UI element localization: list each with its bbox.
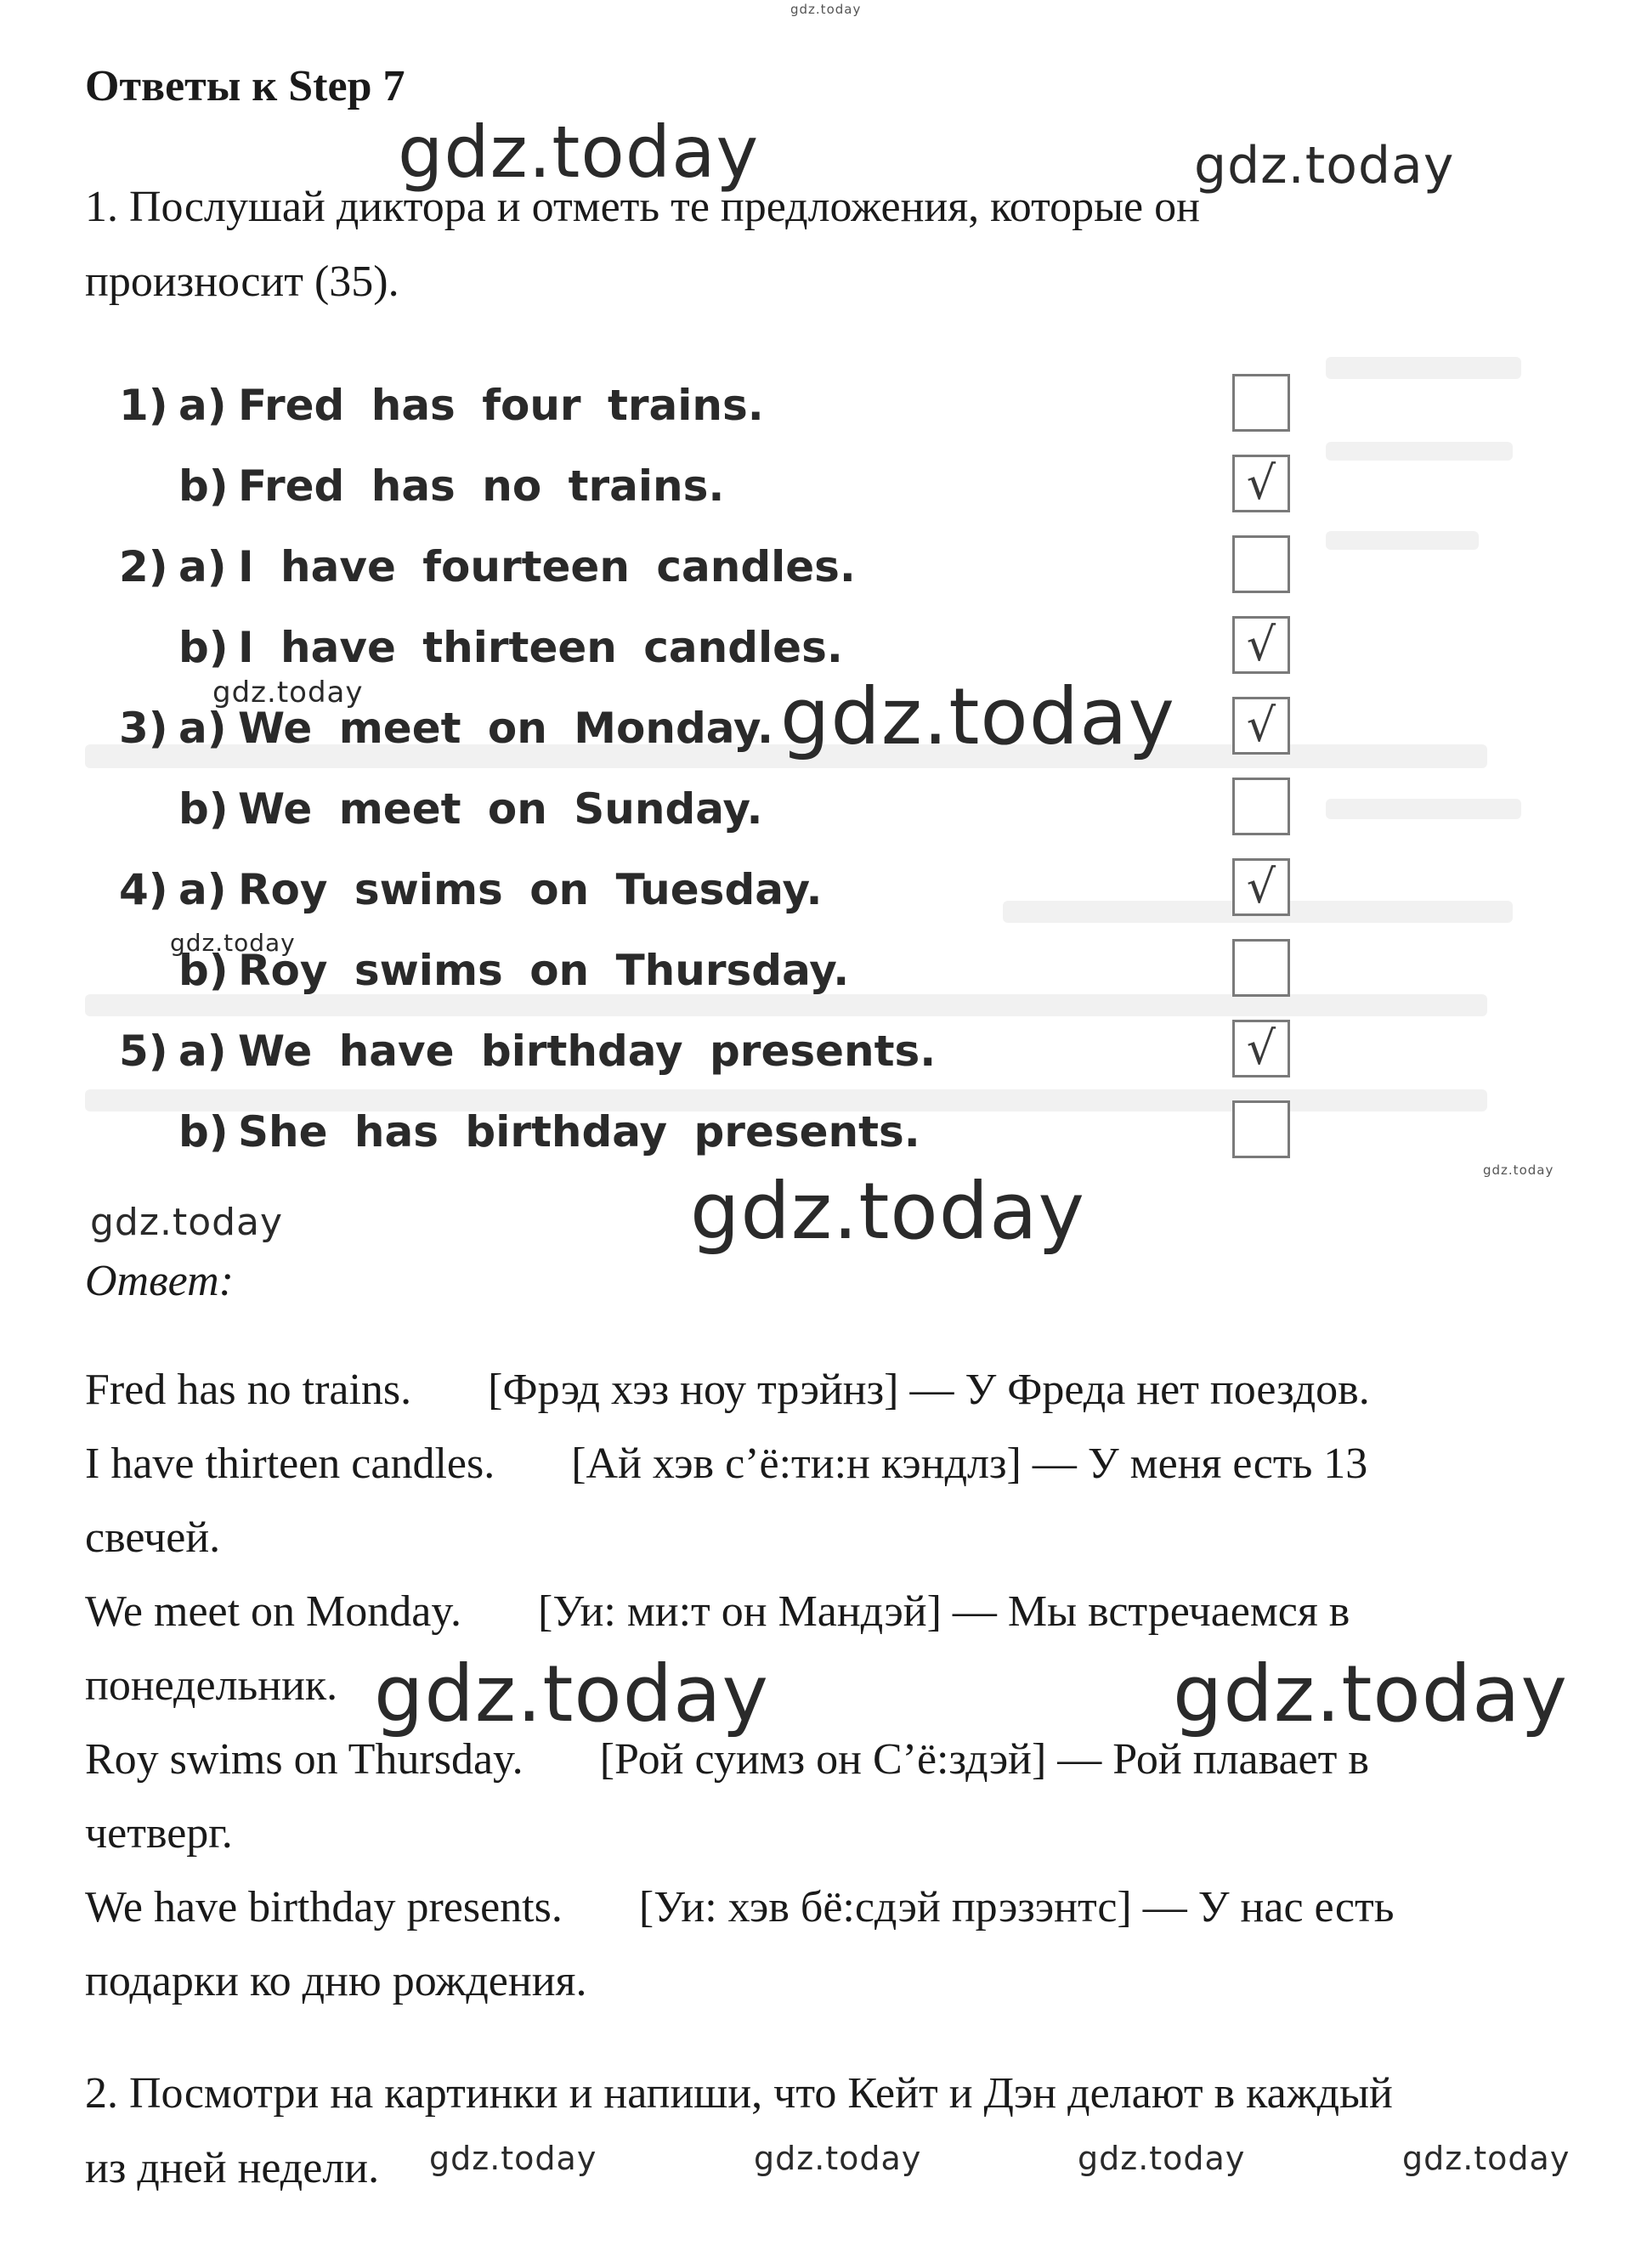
checkbox[interactable] — [1232, 1100, 1290, 1158]
exercise-item — [119, 784, 762, 834]
exercise-item — [119, 704, 773, 753]
checkbox[interactable] — [1232, 535, 1290, 593]
item-letter: b) — [178, 946, 229, 995]
watermark: gdz.today — [1078, 2140, 1246, 2177]
watermark: gdz.today — [90, 1201, 284, 1244]
item-letter: a) — [178, 1027, 227, 1076]
item-number: 5) — [119, 1027, 168, 1076]
watermark: gdz.today — [212, 676, 364, 710]
item-number: 2) — [119, 542, 168, 591]
answer-line — [85, 1427, 1598, 1501]
checkbox-checked[interactable]: √ — [1232, 1020, 1290, 1077]
exercise-item — [119, 542, 856, 591]
bleed-through — [1326, 442, 1513, 461]
page-title: Ответы к Step 7 — [85, 62, 405, 110]
exercise-item — [119, 1107, 920, 1157]
watermark: gdz.today — [170, 929, 296, 957]
task2-line2: из дней недели. — [85, 2144, 380, 2192]
watermark-top: gdz.today — [790, 2, 862, 17]
answer-label: Ответ: — [85, 1257, 234, 1305]
answer-line — [85, 1575, 1598, 1649]
item-text: We have birthday presents. — [238, 1027, 937, 1076]
task2-line1: 2. Посмотри на картинки и напиши, что Кейт и Дэн делают в каждый — [85, 2069, 1393, 2118]
item-letter: a) — [178, 865, 227, 914]
answer-english: We have birthday presents. — [85, 1883, 563, 1931]
watermark: gdz.today — [1173, 1649, 1568, 1739]
watermark: gdz.today — [1194, 136, 1455, 195]
exercise-item — [119, 865, 822, 914]
item-letter: b) — [178, 623, 229, 672]
answer-item — [85, 1353, 1598, 1427]
item-text: Roy swims on Thursday. — [238, 946, 850, 995]
answer-continuation: подарки ко дню рождения. — [85, 1957, 587, 2005]
exercise-item — [119, 1027, 936, 1076]
exercise-block — [119, 357, 1445, 1190]
item-number: 1) — [119, 381, 168, 430]
checkbox-checked[interactable]: √ — [1232, 455, 1290, 512]
answer-continuation: свечей. — [85, 1513, 221, 1562]
item-text: Fred has four trains. — [238, 381, 764, 430]
item-letter: b) — [178, 461, 229, 511]
answer-translation: [Ай хэв с’ё:ти:н кэндлз] — У меня есть 13 — [571, 1439, 1368, 1488]
item-letter: a) — [178, 381, 227, 430]
item-text: We meet on Monday. — [238, 704, 773, 753]
checkbox-checked[interactable]: √ — [1232, 616, 1290, 674]
checkbox-checked[interactable]: √ — [1232, 697, 1290, 755]
exercise-item — [119, 623, 843, 672]
checkbox[interactable] — [1232, 939, 1290, 997]
answer-translation: [Рой суимз он С’ё:здэй] — Рой плавает в — [599, 1735, 1369, 1784]
answer-item — [85, 1427, 1598, 1575]
answer-item — [85, 1722, 1598, 1870]
answer-english: Fred has no trains. — [85, 1366, 412, 1414]
watermark: gdz.today — [374, 1649, 769, 1739]
item-text: We meet on Sunday. — [238, 784, 763, 834]
bleed-through — [1326, 531, 1479, 550]
item-text: I have fourteen candles. — [238, 542, 856, 591]
watermark: gdz.today — [690, 1166, 1085, 1257]
watermark: gdz.today — [398, 110, 760, 194]
answer-english: Roy swims on Thursday. — [85, 1735, 524, 1784]
bleed-through — [1326, 799, 1521, 819]
bleed-through — [85, 994, 1487, 1016]
checkbox-checked[interactable]: √ — [1232, 858, 1290, 916]
answer-line — [85, 1353, 1598, 1427]
item-letter: a) — [178, 704, 227, 753]
item-number: 3) — [119, 704, 168, 753]
task1-line2: произносит (35). — [85, 257, 399, 306]
exercise-item — [119, 461, 724, 511]
answer-translation: [Фрэд хэз ноу трэйнз] — У Фреда нет поездов. — [488, 1366, 1370, 1414]
item-text: Roy swims on Tuesday. — [238, 865, 823, 914]
answer-translation: [Уи: ми:т он Мандэй] — Мы встречаемся в — [538, 1587, 1350, 1636]
checkbox[interactable] — [1232, 374, 1290, 432]
watermark: gdz.today — [1402, 2140, 1571, 2177]
task1-instruction — [85, 170, 1598, 320]
watermark: gdz.today — [1483, 1162, 1554, 1178]
item-text: She has birthday presents. — [238, 1107, 920, 1157]
item-text: Fred has no trains. — [238, 461, 725, 511]
answer-english: We meet on Monday. — [85, 1587, 461, 1636]
answer-line — [85, 1870, 1598, 1944]
item-number: 4) — [119, 865, 168, 914]
answer-translation: [Уи: хэв бё:сдэй прэзэнтс] — У нас есть — [638, 1883, 1395, 1931]
watermark: gdz.today — [780, 671, 1175, 762]
answer-english: I have thirteen candles. — [85, 1439, 495, 1488]
watermark: gdz.today — [754, 2140, 922, 2177]
answer-continuation: понедельник. — [85, 1661, 338, 1710]
bleed-through — [1326, 357, 1521, 379]
watermark: gdz.today — [429, 2140, 597, 2177]
item-letter: b) — [178, 1107, 229, 1157]
answer-item — [85, 1870, 1598, 2018]
task2-instruction — [85, 2056, 1606, 2206]
exercise-item — [119, 381, 764, 430]
answer-continuation: четверг. — [85, 1809, 233, 1858]
item-text: I have thirteen candles. — [238, 623, 843, 672]
item-letter: a) — [178, 542, 227, 591]
item-letter: b) — [178, 784, 229, 834]
checkbox[interactable] — [1232, 778, 1290, 835]
task1-line1: 1. Послушай диктора и отметь те предложения, которые он — [85, 183, 1200, 231]
